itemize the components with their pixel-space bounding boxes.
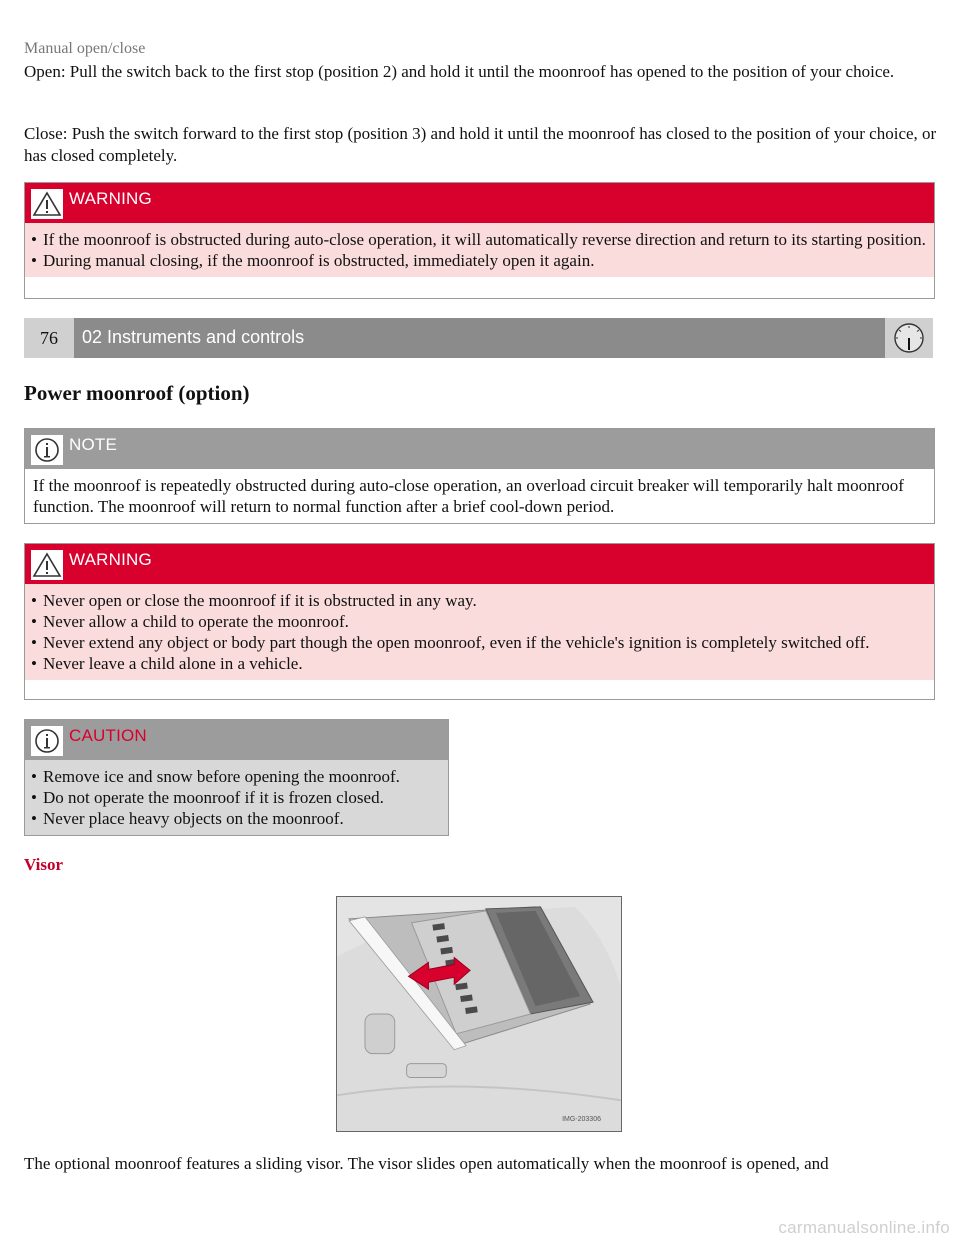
note-title: NOTE bbox=[69, 435, 118, 454]
caution-box bbox=[24, 719, 449, 836]
moonroof-visor-drawing bbox=[337, 897, 621, 1131]
figure-id: IMG-203306 bbox=[562, 1116, 601, 1123]
list-item: • Never allow a child to operate the moonroof. bbox=[25, 611, 926, 632]
warning-body bbox=[25, 584, 934, 680]
gauge-icon bbox=[885, 318, 933, 358]
list-item: • Never place heavy objects on the moonroof. bbox=[25, 808, 440, 829]
note-header bbox=[25, 429, 934, 469]
warning-box bbox=[24, 543, 935, 700]
section-header-bar bbox=[24, 318, 933, 358]
paragraph-close: Close: Push the switch forward to the first stop (position 3) and hold it until the moonroof has closed to the position of your choice, or has closed completely. bbox=[24, 124, 937, 165]
list-item: • Never extend any object or body part though the open moonroof, even if the vehicle's ignition is completely switched off. bbox=[25, 632, 926, 653]
warning-header bbox=[25, 183, 934, 223]
page-title: Power moonroof (option) bbox=[24, 381, 250, 405]
subheading-manual-open-close: Manual open/close bbox=[24, 40, 146, 57]
caution-header bbox=[25, 720, 448, 760]
warning-triangle-icon bbox=[31, 189, 63, 219]
paragraph-visor: The optional moonroof features a sliding visor. The visor slides open automatically when the moonroof is opened, and bbox=[24, 1154, 829, 1173]
warning-title: WARNING bbox=[69, 550, 152, 569]
page-number: 76 bbox=[24, 318, 74, 358]
warning-triangle-icon bbox=[31, 550, 63, 580]
caution-body bbox=[25, 760, 448, 835]
list-item: • Never leave a child alone in a vehicle. bbox=[25, 653, 926, 674]
note-body bbox=[25, 469, 934, 523]
watermark: carmanualsonline.info bbox=[778, 1218, 950, 1237]
paragraph-open: Open: Pull the switch back to the first stop (position 2) and hold it until the moonroof has opened to the position of your choice. bbox=[24, 62, 895, 81]
gauge-icon-box bbox=[885, 318, 933, 358]
list-item: • Never open or close the moonroof if it is obstructed in any way. bbox=[25, 590, 926, 611]
list-item: • Remove ice and snow before opening the moonroof. bbox=[25, 766, 440, 787]
list-item: • Do not operate the moonroof if it is frozen closed. bbox=[25, 787, 440, 808]
moonroof-visor-illustration bbox=[336, 896, 622, 1132]
warning-title: WARNING bbox=[69, 189, 152, 208]
caution-title: CAUTION bbox=[69, 726, 147, 745]
warning-body bbox=[25, 223, 934, 277]
info-icon bbox=[31, 726, 63, 756]
section-title: 02 Instruments and controls bbox=[82, 327, 305, 347]
note-box bbox=[24, 428, 935, 524]
info-icon bbox=[31, 435, 63, 465]
list-item: • During manual closing, if the moonroof is obstructed, immediately open it again. bbox=[25, 250, 926, 271]
warning-box bbox=[24, 182, 935, 299]
note-text: If the moonroof is repeatedly obstructed during auto-close operation, an overload circuit breaker will temporarily halt moonroof function. The moonroof will return to normal function after a brief cool-down period. bbox=[33, 476, 904, 516]
visor-heading: Visor bbox=[24, 855, 64, 874]
warning-header bbox=[25, 544, 934, 584]
list-item: • If the moonroof is obstructed during auto-close operation, it will automatically reverse direction and return to its starting position. bbox=[25, 229, 926, 250]
